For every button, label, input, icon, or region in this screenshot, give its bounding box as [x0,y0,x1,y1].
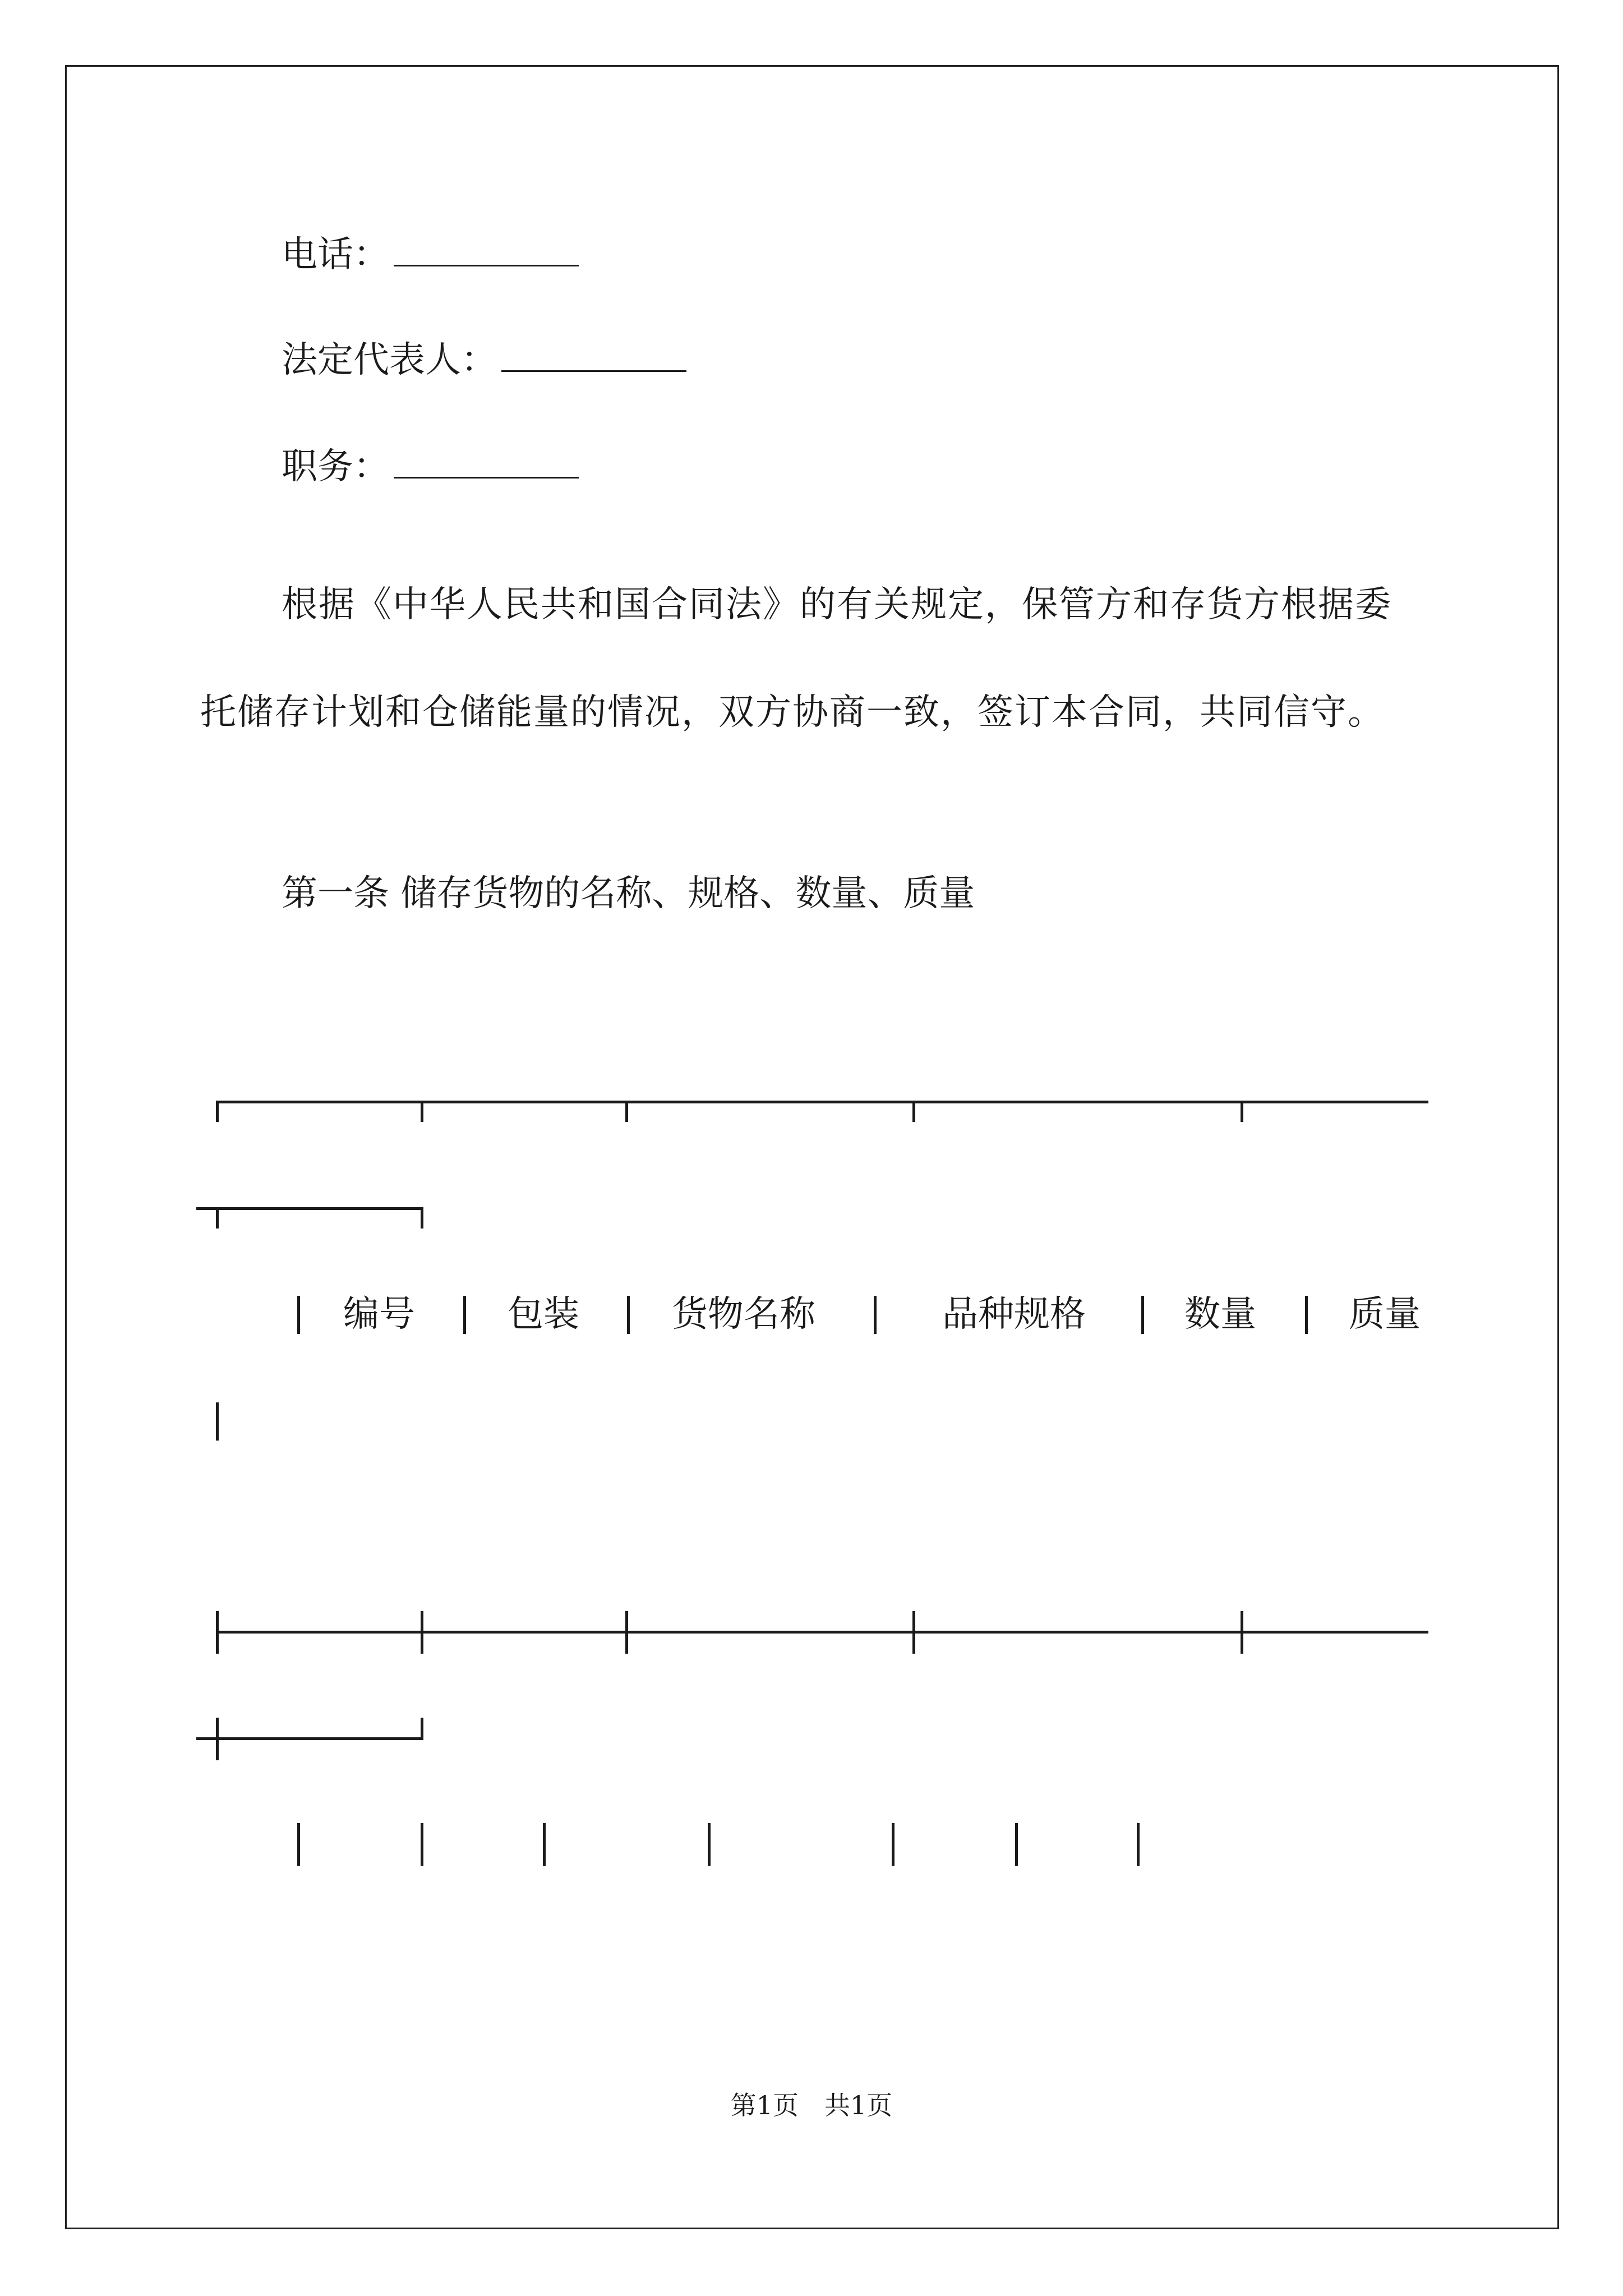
column-divider [297,1823,300,1866]
table-cross [421,1611,423,1654]
legal-rep-blank[interactable] [501,338,686,372]
table-tick [912,1101,915,1122]
column-divider [216,1402,219,1441]
table-cross [216,1718,219,1760]
column-divider [1141,1296,1144,1334]
column-divider [1137,1823,1140,1866]
table-cross [1241,1611,1243,1654]
table-cross [912,1611,915,1654]
column-divider [463,1296,466,1334]
table-tick [421,1207,423,1228]
preamble-paragraph [200,551,1428,766]
table-tick [625,1101,628,1122]
table-continuation-rule [196,1207,423,1210]
column-divider [1015,1823,1018,1866]
table-top-rule [216,1101,1428,1103]
column-divider [874,1296,877,1334]
column-divider [708,1823,711,1866]
table-tick [216,1101,219,1122]
position-label: 职务： [282,446,389,487]
phone-field [282,232,579,276]
table-tick [1241,1101,1243,1122]
header-cell-quality: 质量 [1349,1294,1421,1335]
legal-rep-field [282,338,686,381]
legal-rep-label: 法定代表人： [282,339,497,381]
column-divider [892,1823,895,1866]
column-divider [627,1296,630,1334]
header-cell-goods-name: 货物名称 [672,1294,815,1335]
position-blank[interactable] [394,444,579,478]
position-field [282,444,579,488]
table-tick [421,1718,423,1739]
column-divider [543,1823,546,1866]
column-divider [1305,1296,1308,1334]
phone-label: 电话： [282,234,389,275]
table-middle-rule [216,1631,1428,1634]
preamble-text: 根据《中华人民共和国合同法》的有关规定，保管方和存货方根据委托储存计划和仓储能量的情况，双方协商一致，签订本合同，共同信守。 [200,584,1392,733]
column-divider [421,1823,423,1866]
phone-blank[interactable] [394,232,579,266]
table-tick [216,1207,219,1228]
page-footer: 第1页 共1页 [730,2090,893,2120]
header-cell-packaging: 包装 [508,1294,579,1335]
table-tick [421,1101,423,1122]
header-cell-quantity: 数量 [1184,1294,1256,1335]
page-border [65,65,1559,2229]
table-middle-continuation [196,1737,423,1740]
column-divider [297,1296,300,1334]
header-cell-spec: 品种规格 [942,1294,1086,1335]
article-one-heading: 第一条 储存货物的名称、规格、数量、质量 [282,873,975,914]
table-cross [625,1611,628,1654]
header-cell-id: 编号 [343,1294,415,1335]
table-cross [216,1611,219,1654]
